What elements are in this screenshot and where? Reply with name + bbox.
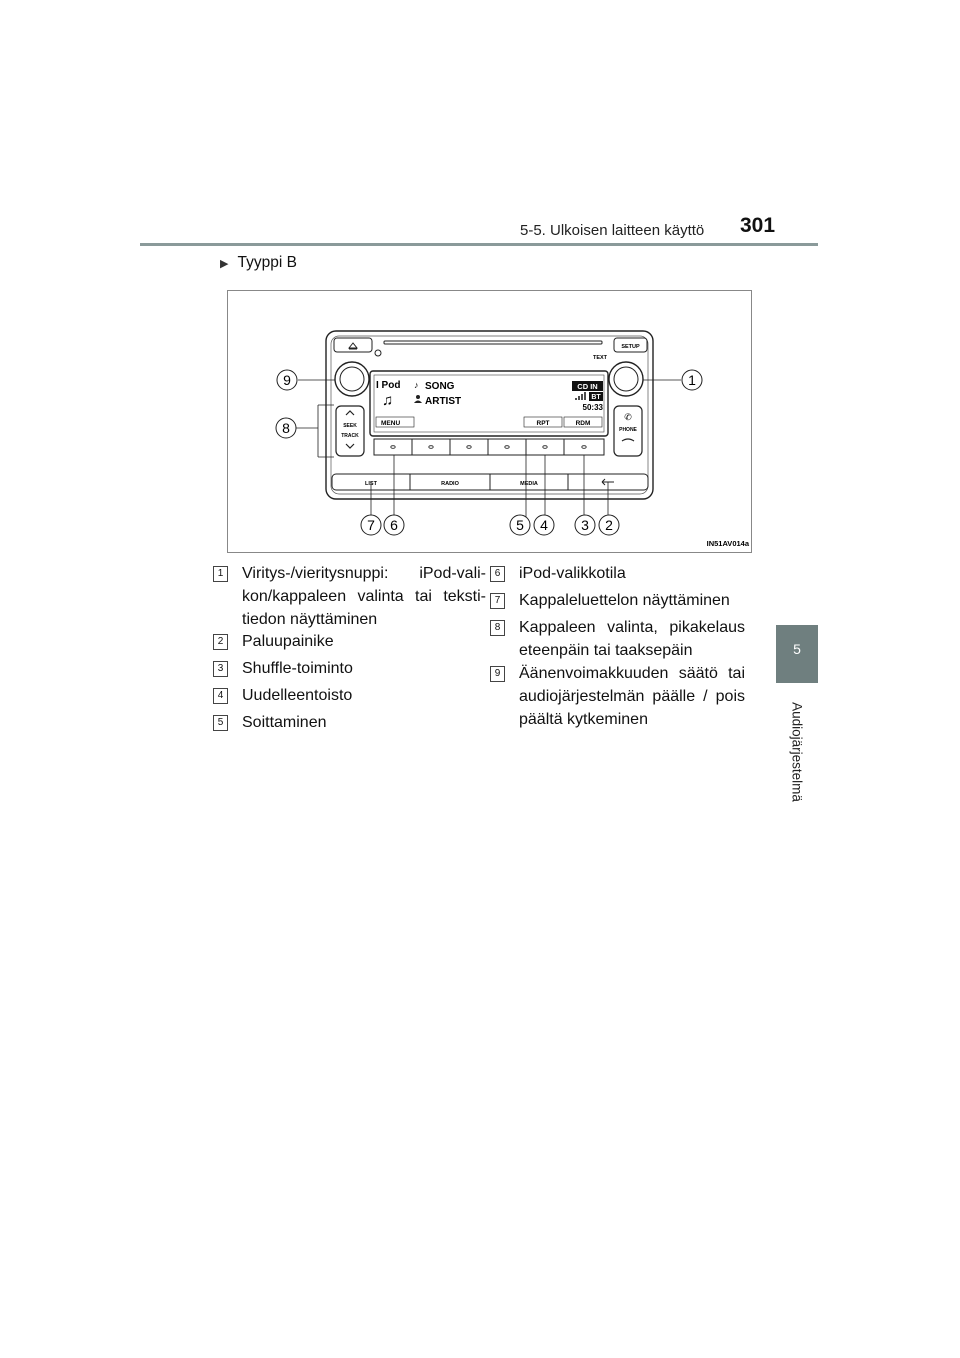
legend-text: Kappaleen valinta, pikakelaus eteenpäin tai taaksepäin <box>519 619 745 659</box>
legend-text: Shuffle-toiminto <box>242 660 353 677</box>
person-icon <box>416 395 420 399</box>
legend-number: 1 <box>213 566 228 582</box>
chapter-number: 5 <box>793 641 801 657</box>
callout-2-num: 2 <box>605 517 613 533</box>
setup-label: SETUP <box>621 344 640 350</box>
callout-9-num: 9 <box>283 372 291 388</box>
legend-number: 9 <box>490 666 505 682</box>
page-number: 301 <box>740 214 776 237</box>
legend-text: Äänenvoimakkuuden säätö tai audiojärjestelmän päälle / pois päältä kytkeminen <box>519 665 745 728</box>
eject-button <box>334 338 372 352</box>
triangle-marker-icon: ▶ <box>220 258 229 270</box>
list-label: LIST <box>365 481 377 487</box>
callout-6-num: 6 <box>390 517 398 533</box>
legend-number: 7 <box>490 593 505 609</box>
cd-slot <box>384 341 602 344</box>
header-divider <box>140 243 818 246</box>
legend-number: 8 <box>490 620 505 636</box>
cd-in-label: CD IN <box>577 382 598 391</box>
figure-code: IN51AV014a <box>706 539 749 548</box>
chapter-label: Audiojärjestelmä <box>789 702 805 802</box>
legend-number: 6 <box>490 566 505 582</box>
callout-7-num: 7 <box>367 517 375 533</box>
callout-1-num: 1 <box>688 372 696 388</box>
legend-number: 5 <box>213 715 228 731</box>
callout-4-num: 4 <box>540 517 548 533</box>
media-label: MEDIA <box>520 481 538 487</box>
legend-text: Paluupainike <box>242 633 334 650</box>
callout-8-num: 8 <box>282 420 290 436</box>
bt-label: BT <box>591 394 601 401</box>
track-label: TRACK <box>341 433 359 439</box>
audio-unit-figure <box>227 290 752 553</box>
legend-number: 4 <box>213 688 228 704</box>
display-ipod: I Pod <box>376 380 401 391</box>
rpt-label: RPT <box>536 420 550 427</box>
display-song: SONG <box>425 381 455 392</box>
subsection-title <box>220 254 297 272</box>
text-label: TEXT <box>592 355 608 361</box>
section-title: 5-5. Ulkoisen laitteen käyttö <box>520 222 705 239</box>
chapter-label-wrap <box>782 692 812 812</box>
legend-number: 3 <box>213 661 228 677</box>
seek-label: SEEK <box>343 423 357 429</box>
subsection-title-text: Tyyppi B <box>237 254 297 271</box>
callout-3-num: 3 <box>581 517 589 533</box>
display-time: 50:33 <box>582 403 603 412</box>
phone-label: PHONE <box>619 427 637 433</box>
music-double-note-icon: ♫ <box>382 392 394 409</box>
legend-text: Uudelleentoisto <box>242 687 353 704</box>
radio-label: RADIO <box>441 481 459 487</box>
legend-number: 2 <box>213 634 228 650</box>
music-note-icon: ♪ <box>414 380 419 390</box>
audio-unit-illustration <box>228 291 751 552</box>
rdm-label: RDM <box>575 420 591 427</box>
legend-text: Viritys-/vieritysnuppi: iPod-vali-kon/kappaleen valinta tai teksti-tiedon näyttäminen <box>242 565 486 628</box>
phone-pickup-icon: ✆ <box>624 412 632 422</box>
legend-text: Kappaleluettelon näyttäminen <box>519 592 730 609</box>
callout-5-num: 5 <box>516 517 524 533</box>
legend-text: Soittaminen <box>242 714 327 731</box>
legend-text: iPod-valikkotila <box>519 565 626 582</box>
preset-row <box>374 439 604 455</box>
menu-label: MENU <box>381 420 401 427</box>
display-artist: ARTIST <box>425 396 462 407</box>
